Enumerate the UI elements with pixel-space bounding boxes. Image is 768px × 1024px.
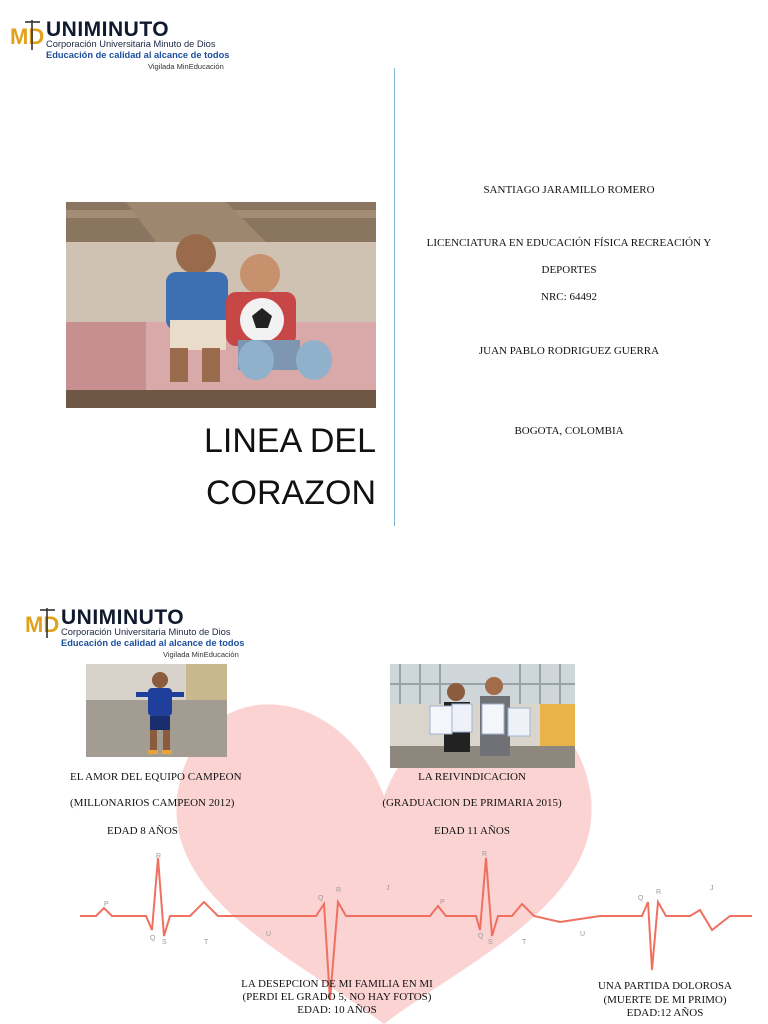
svg-text:Q: Q [150, 935, 156, 942]
graduation-photo [390, 664, 575, 768]
author-name: SANTIAGO JARAMILLO ROMERO [483, 184, 655, 196]
event2-title: LA REIVINDICACION [418, 771, 526, 783]
logo-line2: Educación de calidad al alcance de todos [61, 638, 245, 648]
svg-text:J: J [386, 885, 390, 892]
millonarios-photo [86, 664, 227, 757]
event2-age: EDAD 11 AÑOS [434, 825, 510, 837]
program-line-2: DEPORTES [541, 264, 597, 276]
svg-text:P: P [440, 899, 445, 906]
event2-detail: (GRADUACION DE PRIMARIA 2015) [382, 797, 562, 809]
event4-detail: (MUERTE DE MI PRIMO) [603, 994, 727, 1006]
logo-line3: Vigilada MinEducación [163, 650, 239, 659]
svg-text:Q: Q [478, 933, 484, 940]
event4-age: EDAD:12 AÑOS [626, 1007, 704, 1019]
teacher-name: JUAN PABLO RODRIGUEZ GUERRA [478, 345, 660, 357]
svg-text:MD: MD [25, 612, 59, 637]
svg-text:P: P [104, 901, 109, 908]
title-line-2: CORAZON [206, 474, 376, 512]
event3-title: LA DESEPCION DE MI FAMILIA EN MI [241, 978, 433, 990]
md-logo-icon [10, 20, 44, 50]
svg-text:R: R [656, 889, 662, 896]
svg-text:R: R [336, 887, 342, 894]
svg-text:Q: Q [318, 895, 324, 902]
svg-text:Q: Q [638, 895, 644, 902]
uniminuto-logo-2 [25, 600, 245, 662]
vertical-divider [394, 68, 395, 526]
svg-text:S: S [488, 939, 493, 946]
event1-detail: (MILLONARIOS CAMPEON 2012) [70, 797, 235, 809]
uniminuto-logo [10, 12, 230, 74]
md-logo-icon [25, 608, 59, 638]
program-line-1: LICENCIATURA EN EDUCACIÓN FÍSICA RECREACIÓN Y [426, 237, 712, 249]
childhood-photo [66, 202, 376, 408]
nrc-code: NRC: 64492 [541, 291, 597, 303]
svg-text:S: S [162, 939, 167, 946]
svg-text:MD: MD [10, 24, 44, 49]
svg-text:R: R [482, 851, 488, 858]
svg-text:J: J [710, 885, 714, 892]
svg-text:T: T [204, 939, 209, 946]
title-line-1: LINEA DEL [204, 422, 376, 460]
svg-text:T: T [522, 939, 527, 946]
svg-text:R: R [156, 853, 162, 860]
svg-text:U: U [266, 931, 272, 938]
event3-age: EDAD: 10 AÑOS [297, 1004, 377, 1016]
svg-text:U: U [580, 931, 586, 938]
event3-detail: (PERDI EL GRADO 5, NO HAY FOTOS) [242, 991, 432, 1003]
event1-title: EL AMOR DEL EQUIPO CAMPEON [70, 771, 242, 783]
logo-brand: UNIMINUTO [46, 18, 170, 41]
logo-line3: Vigilada MinEducación [148, 62, 224, 71]
event1-age: EDAD 8 AÑOS [107, 825, 178, 837]
logo-line1: Corporación Universitaria Minuto de Dios [46, 39, 216, 49]
logo-line2: Educación de calidad al alcance de todos [46, 50, 230, 60]
logo-line1: Corporación Universitaria Minuto de Dios [61, 627, 231, 637]
logo-brand: UNIMINUTO [61, 606, 185, 629]
city-country: BOGOTA, COLOMBIA [514, 425, 624, 437]
event4-title: UNA PARTIDA DOLOROSA [597, 980, 732, 992]
